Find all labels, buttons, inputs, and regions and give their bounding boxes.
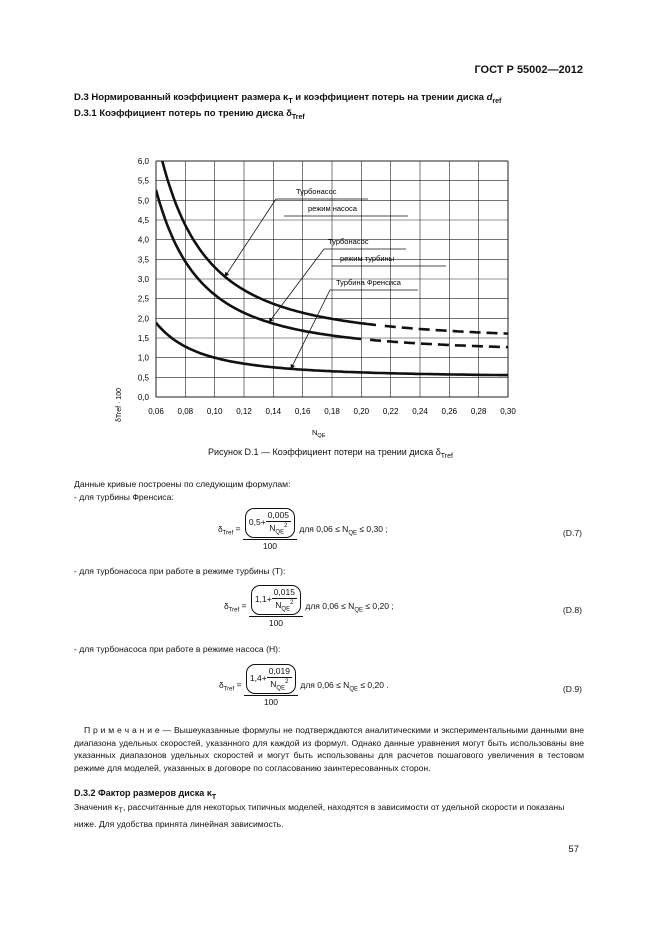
chart-grid (156, 161, 508, 397)
formula-lhs: $\delta_{Tref}$ (218, 523, 234, 537)
y-tick-label: 0,5 (137, 373, 149, 383)
y-tick-label: 1,5 (137, 334, 149, 343)
formula-fraction: 1,4+ $\frac{0,019}{N_{QE}^2}$ 100 (244, 664, 298, 707)
formula-number-d9: (D.9) (562, 684, 582, 694)
document-code: ГОСТ Р 55002—2012 (474, 64, 583, 76)
x-tick-label: 0,08 (177, 407, 194, 416)
x-tick-label: 0,10 (206, 407, 223, 416)
kappa-symbol: κ (283, 92, 289, 103)
section-d32-text: Значения $\kappa_T$, рассчитанные для некоторых типичных моделей, находятся в зависимости от удельной скорости и показаны ниже. Для удобства принята линейная зависимость. (74, 802, 565, 830)
delta-symbol: δ (435, 447, 441, 457)
figure-caption (0, 447, 661, 460)
section-d3-middle: и коэффициент потерь на трении диска (295, 92, 484, 103)
x-tick-label: 0,26 (441, 407, 458, 416)
x-tick-label: 0,24 (412, 407, 428, 416)
x-axis-label: $N_{QE}$ (312, 428, 326, 439)
section-d3-prefix: D.3 Нормированный коэффициент размера (74, 92, 281, 103)
formulas-intro: Данные кривые построены по следующим формулам: (74, 479, 291, 489)
formula-fraction: 1,1+ $\frac{0,015}{N_{QE}^2}$ 100 (249, 585, 303, 628)
x-tick-label: 0,06 (148, 407, 164, 416)
francis-label: - для турбины Френсиса: (74, 492, 174, 502)
d-subscript: ref (492, 97, 502, 105)
formula-d9 (219, 664, 389, 707)
kappa-symbol: κ (206, 788, 212, 798)
annotation-arrow (225, 199, 276, 277)
annotation-label: Турбонасос (328, 237, 369, 246)
section-d31-heading (74, 108, 305, 121)
x-tick-label: 0,18 (324, 407, 340, 416)
section-d3-heading (74, 92, 501, 105)
x-tick-label: 0,22 (382, 407, 399, 416)
y-tick-label: 4,0 (137, 235, 149, 245)
section-d31-prefix: D.3.1 Коэффициент потерь по трению диска (74, 108, 284, 119)
x-tick-label: 0,20 (353, 407, 370, 416)
y-tick-label: 2,0 (137, 314, 149, 324)
y-tick-label: 3,5 (137, 255, 149, 265)
equals-sign: = (235, 523, 241, 534)
annotation-label: Турбонасос (296, 187, 337, 196)
formula-range: для $0,06 \le N_{QE} \le 0,20$ . (300, 679, 389, 693)
x-tick-label: 0,14 (265, 407, 282, 416)
formula-d7 (218, 508, 388, 551)
turbine-label: - для турбонасоса при работе в режиме турбины (Т): (74, 566, 286, 576)
x-tick-label: 0,28 (470, 407, 487, 416)
y-tick-label: 0,0 (137, 393, 149, 402)
equals-sign: = (236, 679, 242, 690)
kappa-symbol: κ (114, 802, 119, 812)
formula-d8 (224, 585, 394, 628)
y-tick-label: 4,5 (137, 216, 149, 225)
friction-loss-chart (100, 150, 530, 445)
y-tick-label: 5,0 (137, 196, 149, 206)
x-tick-label: 0,30 (500, 407, 516, 416)
page-number: 57 (568, 844, 579, 855)
y-tick-label: 3,0 (137, 275, 149, 284)
y-tick-label: 2,5 (137, 294, 149, 304)
equals-sign: = (241, 600, 247, 611)
figure-caption-text: Рисунок D.1 — Коэффициент потери на трении диска (208, 447, 434, 457)
formula-number-d7: (D.7) (562, 528, 582, 538)
note-label: П р и м е ч а н и е — (84, 725, 172, 735)
formula-range: для $0,06 \le N_{QE} \le 0,30$ ; (299, 523, 388, 537)
annotation-label: режим турбины (340, 254, 395, 263)
formula-number-d8: (D.8) (562, 605, 582, 615)
section-d32-heading (74, 788, 216, 801)
x-tick-labels (148, 407, 516, 416)
note-text: Вышеуказанные формулы не подтверждаются аналитическими и экспериментальными данными вне диапазона удельных скоростей, указанного для каждой из формул. Однако данные уравнения могут быть использованы вне указанных диапазонов удельных скоростей и могут быть использованы для расчетов пошагового увеличения в тестовом режиме для моделей, указанных в договоре по согласованию заинтересованных сторон. (74, 725, 585, 773)
x-tick-label: 0,16 (294, 407, 311, 416)
series-dashed-1 (385, 326, 508, 334)
formula-lhs: $\delta_{Tref}$ (224, 600, 240, 614)
x-tick-label: 0,12 (236, 407, 252, 416)
pump-label: - для турбонасоса при работе в режиме насоса (Н): (74, 644, 281, 654)
y-tick-labels (138, 157, 150, 402)
kappa-subscript: T (211, 793, 217, 801)
y-tick-label: 5,5 (137, 176, 149, 186)
y-tick-label: 6,0 (137, 157, 149, 166)
y-axis-label: δTref · 100 (116, 388, 123, 422)
delta-symbol: δ (286, 108, 292, 119)
formula-range: для $0,06 \le N_{QE} \le 0,20$ ; (305, 600, 394, 614)
delta-subscript: Tref (291, 113, 305, 121)
formula-lhs: $\delta_{Tref}$ (219, 679, 235, 693)
chart-annotations (225, 187, 446, 369)
d-symbol: d (486, 92, 493, 103)
annotation-label: Турбина Френсиса (336, 278, 401, 287)
y-tick-label: 1,0 (137, 353, 149, 363)
delta-subscript: Tref (440, 452, 453, 460)
note-paragraph (74, 724, 584, 774)
annotation-label: режим насоса (308, 204, 357, 213)
kappa-subscript: T (288, 97, 293, 105)
section-d32-title: D.3.2 Фактор размеров диска (74, 788, 205, 798)
formula-fraction: 0,5+ $\frac{0,005}{N_{QE}^2}$ 100 (243, 508, 297, 551)
